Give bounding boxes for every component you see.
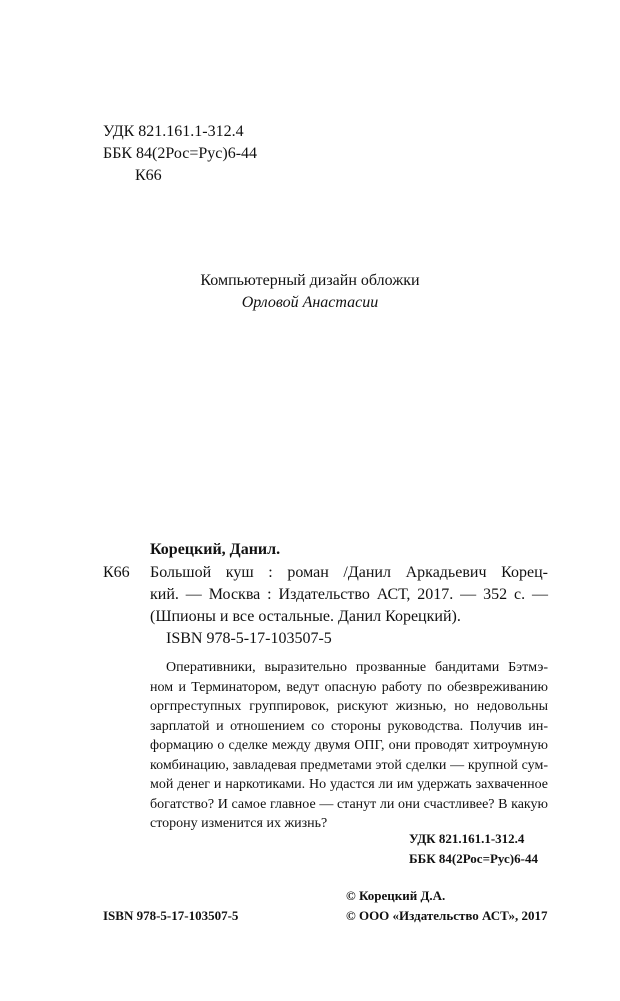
copyright-author: © Корецкий Д.А. <box>346 888 446 903</box>
card-author-mark: К66 <box>103 564 130 581</box>
header-udk: УДК 821.161.1-312.4 <box>103 123 244 140</box>
annotation-line: зарплатой и отношением со стороны руководства. Получив ин- <box>150 718 548 734</box>
card-isbn: ISBN 978-5-17-103507-5 <box>166 630 332 647</box>
header-author-mark: К66 <box>135 167 162 184</box>
footer-isbn: ISBN 978-5-17-103507-5 <box>103 908 239 923</box>
annotation-line: комбинацию, завладевая предметами этой сделки — крупной сум- <box>150 757 548 773</box>
copyright-publisher: © ООО «Издательство АСТ», 2017 <box>346 908 548 923</box>
design-credit-designer: Орловой Анастасии <box>241 294 379 311</box>
description-line: кий. — Москва : Издательство АСТ, 2017. — 352 с. — <box>150 586 548 603</box>
description-line: Большой куш : роман /Данил Аркадьевич Корец- <box>150 564 548 581</box>
header-bbk: ББК 84(2Рос=Рус)6-44 <box>103 145 258 162</box>
annotation-line: мой денег и наркотиками. Но удастся ли им удержать захваченное <box>150 777 548 792</box>
book-description <box>150 562 548 628</box>
annotation-line: формацию о сделке между двумя ОПГ, они проводят хитроумную <box>150 738 548 753</box>
annotation-line: сторону изменится их жизнь? <box>150 816 328 831</box>
card-udk: УДК 821.161.1-312.4 <box>409 831 525 846</box>
annotation-line: богатство? И самое главное — станут ли они счастливее? В какую <box>150 796 548 812</box>
author-heading: Корецкий, Данил. <box>150 541 281 558</box>
annotation <box>150 658 548 834</box>
description-line: (Шпионы и все остальные. Данил Корецкий). <box>150 608 461 625</box>
annotation-line: оргпреступных группировок, рискуют жизнью, но недовольны <box>150 699 548 714</box>
card-bbk: ББК 84(2Рос=Рус)6-44 <box>409 851 538 866</box>
annotation-line: Оперативники, выразительно прозванные бандитами Бэтмэ- <box>166 660 548 675</box>
design-credit-label: Компьютерный дизайн обложки <box>200 272 420 289</box>
annotation-line: ном и Терминатором, ведут опасную работу по обезвреживанию <box>150 679 548 695</box>
